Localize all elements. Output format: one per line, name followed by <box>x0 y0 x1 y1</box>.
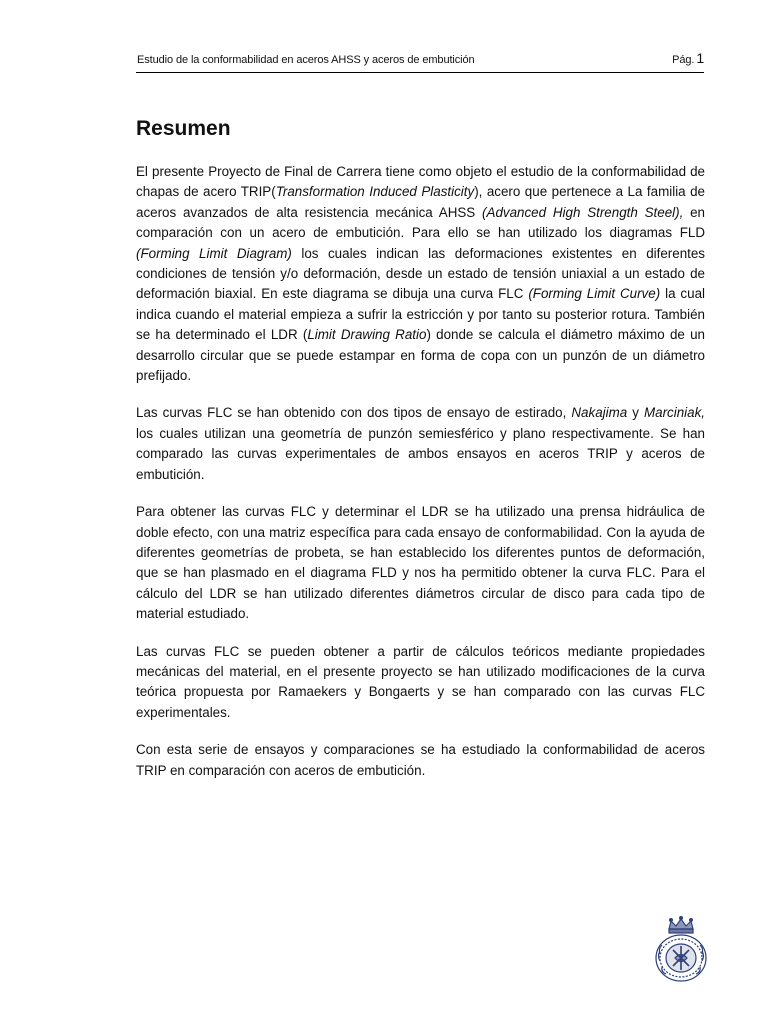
text-segment-italic: Limit Drawing Ratio <box>307 327 427 343</box>
text-segment-italic: Transformation Induced Plasticity <box>275 184 475 200</box>
page-number: 1 <box>696 50 704 66</box>
text-segment: y <box>627 405 644 421</box>
text-segment: Las curvas FLC se han obtenido con dos tipos de ensayo de estirado, <box>136 405 572 421</box>
paragraph <box>136 502 705 624</box>
paragraph <box>136 740 705 781</box>
text-segment: Con esta serie de ensayos y comparaciones se ha estudiado la conformabilidad de aceros TRIP en comparación con aceros de embutición. <box>136 742 705 778</box>
page-label: Pág. <box>672 54 695 66</box>
text-segment: los cuales utilizan una geometría de punzón semiesférico y plano respectivamente. Se han comparado las curvas experimentales de ambos ensayos en aceros TRIP y aceros de embutición. <box>136 425 705 482</box>
paragraph <box>136 403 705 485</box>
paragraph <box>136 162 705 386</box>
text-segment: Las curvas FLC se pueden obtener a partir de cálculos teóricos mediante propiedades mecánicas del material, en el presente proyecto se han utilizado modificaciones de la curva teórica propuesta por Ramaekers y Bongaerts y se han comparado con las curvas FLC experimentales. <box>136 643 705 720</box>
text-segment: ), acero que pertenece a La familia de aceros avanzados de alta resistencia mecánica AHSS <box>136 184 705 220</box>
text-segment-italic: (Forming Limit Curve) <box>528 286 661 302</box>
text-segment: la cual indica cuando el material empieza a sufrir la estricción y por tanto su posterior rotura. También se ha determinado el LDR ( <box>136 286 705 343</box>
body-text <box>136 162 705 798</box>
university-crest-icon <box>652 915 710 985</box>
paragraph <box>136 642 705 724</box>
text-segment: Para obtener las curvas FLC y determinar el LDR se ha utilizado una prensa hidráulica de doble efecto, con una matriz específica para cada ensayo de conformabilidad. Con la ayuda de diferentes geometrías de probeta, se han establecido los diferentes puntos de deformación, que se han plasmado en el diagrama FLD y nos ha permitido obtener la curva FLC. Para el cálculo del LDR se han utilizado diferentes diámetros circular de disco para cada tipo de material estudiado. <box>136 504 705 622</box>
page-header <box>136 50 704 73</box>
header-title: Estudio de la conformabilidad en aceros AHSS y aceros de embutición <box>137 54 475 66</box>
text-segment: en comparación con un acero de embutición. Para ello se han utilizado los diagramas FLD <box>136 204 705 241</box>
text-segment-italic: (Forming Limit Diagram) <box>136 245 292 261</box>
text-segment: los cuales indican las deformaciones existentes en diferentes condiciones de tensión y/o deformación, desde un estado de tensión uniaxial a un estado de deformación biaxial. En este diagrama se dibuja una curva FLC <box>136 245 706 302</box>
text-segment: El presente Proyecto de Final de Carrera tiene como objeto el estudio de la conformabilidad de chapas de acero TRIP( <box>136 164 705 200</box>
text-segment-italic: (Advanced High Strength Steel), <box>482 204 684 220</box>
text-segment-italic: Marciniak, <box>643 405 705 421</box>
section-heading: Resumen <box>136 117 231 140</box>
text-segment: ) donde se calcula el diámetro máximo de un desarrollo circular que se puede estampar en forma de copa con un punzón de un diámetro prefijado. <box>136 327 706 384</box>
text-segment-italic: Nakajima <box>571 405 628 421</box>
header-page <box>672 50 704 66</box>
